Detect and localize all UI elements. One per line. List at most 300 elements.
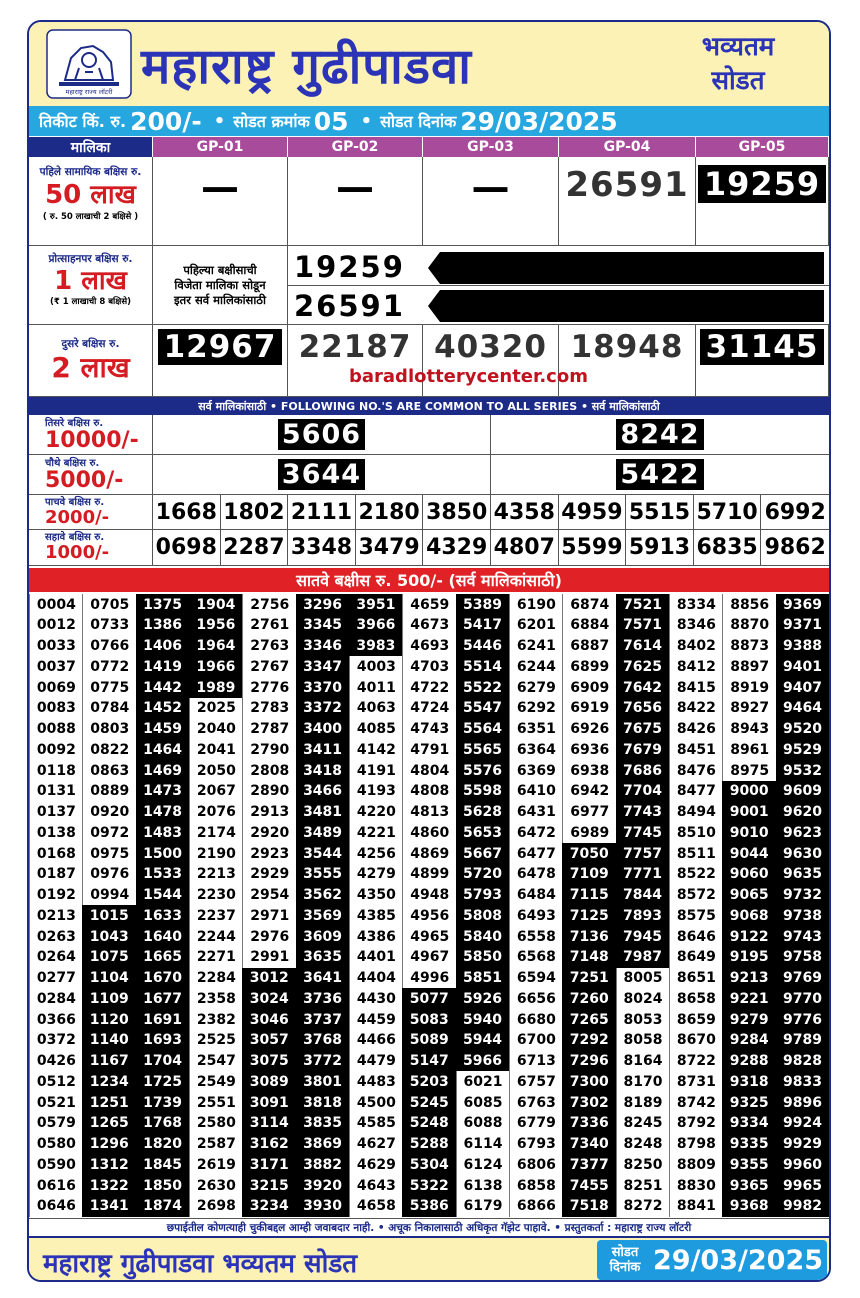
seventh-prize-number: 0972 bbox=[82, 822, 136, 843]
seventh-prize-banner: सातवे बक्षीस रु. 500/- (सर्व मालिकांसाठी) bbox=[29, 568, 829, 592]
seventh-prize-number: 6190 bbox=[509, 594, 563, 615]
seventh-prize-number: 4500 bbox=[349, 1092, 403, 1113]
seventh-prize-number: 7945 bbox=[616, 926, 670, 947]
seventh-prize-number: 6700 bbox=[509, 1030, 563, 1051]
seventh-prize-number: 6866 bbox=[509, 1196, 563, 1217]
seventh-prize-number: 7518 bbox=[562, 1196, 616, 1217]
seventh-prize-number: 3370 bbox=[296, 677, 350, 698]
seventh-prize-number: 0264 bbox=[29, 947, 83, 968]
seventh-prize-number: 6241 bbox=[509, 636, 563, 657]
lottery-result-card bbox=[27, 20, 831, 1282]
seventh-prize-number: 5304 bbox=[402, 1154, 456, 1175]
seventh-prize-number: 1120 bbox=[82, 1009, 136, 1030]
seventh-prize-number: 0131 bbox=[29, 781, 83, 802]
seventh-prize-number: 2174 bbox=[189, 822, 243, 843]
first-prize-gp02-value: — bbox=[336, 165, 374, 209]
seventh-prize-number: 4063 bbox=[349, 698, 403, 719]
sixth-prize-label bbox=[29, 530, 153, 566]
seventh-prize-number: 9789 bbox=[776, 1030, 830, 1051]
second-prize-gp03-value: 40320 bbox=[434, 329, 547, 365]
seventh-prize-number: 1075 bbox=[82, 947, 136, 968]
seventh-prize-number: 4585 bbox=[349, 1113, 403, 1134]
sixth-number: 2287 bbox=[221, 530, 289, 566]
seventh-prize-number: 6926 bbox=[562, 719, 616, 740]
seventh-prize-number: 9623 bbox=[776, 822, 830, 843]
seventh-prize-number: 6656 bbox=[509, 988, 563, 1009]
seventh-prize-number: 4722 bbox=[402, 677, 456, 698]
seventh-prize-number: 6085 bbox=[456, 1092, 510, 1113]
seventh-prize-number: 1768 bbox=[136, 1113, 190, 1134]
seventh-prize-number: 7148 bbox=[562, 947, 616, 968]
seventh-prize-number: 5850 bbox=[456, 947, 510, 968]
seventh-prize-number: 8426 bbox=[669, 719, 723, 740]
seventh-prize-number: 8245 bbox=[616, 1113, 670, 1134]
seventh-prize-number: 8722 bbox=[669, 1051, 723, 1072]
seventh-prize-number: 3736 bbox=[296, 988, 350, 1009]
seventh-prize-number: 9068 bbox=[722, 905, 776, 926]
seventh-prize-number: 1989 bbox=[189, 677, 243, 698]
seventh-prize-number: 8510 bbox=[669, 822, 723, 843]
seventh-prize-number: 6793 bbox=[509, 1134, 563, 1155]
seventh-prize-number: 3562 bbox=[296, 885, 350, 906]
seventh-prize-number: 0863 bbox=[82, 760, 136, 781]
draw-date: 29/03/2025 bbox=[460, 106, 618, 136]
footer-date-label-2: दिनांक bbox=[609, 1260, 641, 1275]
seventh-prize-number: 6292 bbox=[509, 698, 563, 719]
seventh-prize-number: 1739 bbox=[136, 1092, 190, 1113]
seventh-prize-number: 1820 bbox=[136, 1134, 190, 1155]
seventh-prize-number: 2913 bbox=[242, 802, 296, 823]
seventh-prize-number: 1478 bbox=[136, 802, 190, 823]
seventh-prize-number: 7704 bbox=[616, 781, 670, 802]
seventh-prize-number: 7656 bbox=[616, 698, 670, 719]
seventh-prize-number: 6713 bbox=[509, 1051, 563, 1072]
seventh-prize-number: 4142 bbox=[349, 739, 403, 760]
seventh-prize-number: 6477 bbox=[509, 843, 563, 864]
seventh-prize-number: 1167 bbox=[82, 1051, 136, 1072]
seventh-prize-number: 4430 bbox=[349, 988, 403, 1009]
seventh-prize-number: 9738 bbox=[776, 905, 830, 926]
seventh-prize-number: 0033 bbox=[29, 636, 83, 657]
seventh-prize-number: 8670 bbox=[669, 1030, 723, 1051]
seventh-prize-number: 8272 bbox=[616, 1196, 670, 1217]
seventh-prize-number: 7260 bbox=[562, 988, 616, 1009]
seventh-prize-number: 8856 bbox=[722, 594, 776, 615]
seventh-prize-number: 7625 bbox=[616, 656, 670, 677]
seventh-prize-number: 3091 bbox=[242, 1092, 296, 1113]
seventh-prize-number: 6493 bbox=[509, 905, 563, 926]
seventh-prize-number: 9001 bbox=[722, 802, 776, 823]
seventh-prize-number: 8412 bbox=[669, 656, 723, 677]
fifth-prize-label bbox=[29, 495, 153, 530]
seventh-prize-number: 8058 bbox=[616, 1030, 670, 1051]
seventh-prize-number: 1442 bbox=[136, 677, 190, 698]
first-prize-gp05 bbox=[696, 157, 829, 246]
seventh-prize-number: 7571 bbox=[616, 615, 670, 636]
seventh-prize-number: 3012 bbox=[242, 968, 296, 989]
seventh-prize-number: 9769 bbox=[776, 968, 830, 989]
seventh-prize-number: 1874 bbox=[136, 1196, 190, 1217]
sixth-number: 5913 bbox=[626, 530, 694, 566]
fourth-prize-number-1: 3644 bbox=[278, 459, 365, 490]
seventh-prize-number: 2551 bbox=[189, 1092, 243, 1113]
seventh-prize-number: 8494 bbox=[669, 802, 723, 823]
seventh-prize-number: 3296 bbox=[296, 594, 350, 615]
fifth-prize-amount: 2000/- bbox=[45, 507, 110, 528]
seventh-prize-number: 8189 bbox=[616, 1092, 670, 1113]
seventh-prize-number: 8415 bbox=[669, 677, 723, 698]
seventh-prize-number: 3737 bbox=[296, 1009, 350, 1030]
seventh-prize-number: 2787 bbox=[242, 719, 296, 740]
seventh-prize-number: 9532 bbox=[776, 760, 830, 781]
seventh-prize-number: 3046 bbox=[242, 1009, 296, 1030]
seventh-prize-number: 3641 bbox=[296, 968, 350, 989]
seventh-prize-number: 6938 bbox=[562, 760, 616, 781]
seventh-prize-number: 3089 bbox=[242, 1071, 296, 1092]
seventh-prize-number: 6806 bbox=[509, 1154, 563, 1175]
seventh-prize-number: 1464 bbox=[136, 739, 190, 760]
seventh-prize-number: 7686 bbox=[616, 760, 670, 781]
seventh-prize-number: 0284 bbox=[29, 988, 83, 1009]
seventh-prize-number: 6568 bbox=[509, 947, 563, 968]
fourth-prize-left bbox=[153, 455, 491, 495]
seventh-prize-number: 5598 bbox=[456, 781, 510, 802]
seventh-prize-number: 3930 bbox=[296, 1196, 350, 1217]
fourth-prize-label bbox=[29, 455, 153, 495]
seventh-prize-number: 2763 bbox=[242, 636, 296, 657]
seventh-prize-number: 8742 bbox=[669, 1092, 723, 1113]
seventh-prize-number: 2230 bbox=[189, 885, 243, 906]
first-prize-gp04 bbox=[559, 157, 696, 246]
seventh-prize-number: 4899 bbox=[402, 864, 456, 885]
seventh-prize-number: 6874 bbox=[562, 594, 616, 615]
third-prize-right bbox=[491, 415, 829, 455]
seventh-prize-number: 4350 bbox=[349, 885, 403, 906]
seventh-prize-number: 3114 bbox=[242, 1113, 296, 1134]
consolation-divider bbox=[288, 285, 829, 286]
seventh-prize-number: 2808 bbox=[242, 760, 296, 781]
seventh-prize-number: 6779 bbox=[509, 1113, 563, 1134]
seventh-prize-number: 2580 bbox=[189, 1113, 243, 1134]
seventh-prize-number: 1296 bbox=[82, 1134, 136, 1155]
footer-date-label-1: सोडत bbox=[611, 1245, 639, 1260]
seventh-prize-number: 1406 bbox=[136, 636, 190, 657]
seventh-prize-number: 8651 bbox=[669, 968, 723, 989]
seventh-prize-number: 2976 bbox=[242, 926, 296, 947]
seventh-prize-number: 4085 bbox=[349, 719, 403, 740]
seventh-prize-number: 2920 bbox=[242, 822, 296, 843]
seventh-prize-number: 3544 bbox=[296, 843, 350, 864]
seventh-prize-number: 4404 bbox=[349, 968, 403, 989]
seventh-prize-number: 7125 bbox=[562, 905, 616, 926]
seventh-prize-number: 0579 bbox=[29, 1113, 83, 1134]
seventh-prize-number: 0803 bbox=[82, 719, 136, 740]
seventh-prize-number: 7251 bbox=[562, 968, 616, 989]
seventh-prize-number: 1341 bbox=[82, 1196, 136, 1217]
seventh-prize-number: 8919 bbox=[722, 677, 776, 698]
seventh-prize-number: 9335 bbox=[722, 1134, 776, 1155]
seventh-prize-number: 3171 bbox=[242, 1154, 296, 1175]
seventh-prize-number: 1665 bbox=[136, 947, 190, 968]
draw-number: 05 bbox=[313, 106, 349, 136]
seventh-prize-number: 6410 bbox=[509, 781, 563, 802]
seventh-prize-number: 0187 bbox=[29, 864, 83, 885]
seventh-prize-number: 2284 bbox=[189, 968, 243, 989]
second-prize-label bbox=[29, 325, 153, 397]
seventh-prize-number: 0646 bbox=[29, 1196, 83, 1217]
seventh-prize-number: 6757 bbox=[509, 1071, 563, 1092]
seventh-prize-number: 6909 bbox=[562, 677, 616, 698]
seventh-prize-number: 4191 bbox=[349, 760, 403, 781]
seventh-prize-number: 9630 bbox=[776, 843, 830, 864]
seventh-prize-number: 0092 bbox=[29, 739, 83, 760]
fifth-number: 4358 bbox=[491, 495, 559, 530]
seventh-prize-number: 9758 bbox=[776, 947, 830, 968]
seventh-prize-number: 9520 bbox=[776, 719, 830, 740]
fifth-number: 5515 bbox=[626, 495, 694, 530]
seventh-prize-number: 7675 bbox=[616, 719, 670, 740]
first-prize-note: ( रु. 50 लाखाची 2 बक्षिसे ) bbox=[42, 212, 139, 222]
seventh-prize-number: 9833 bbox=[776, 1071, 830, 1092]
seventh-prize-number: 6369 bbox=[509, 760, 563, 781]
seventh-prize-number: 8873 bbox=[722, 636, 776, 657]
seventh-prize-number: 4673 bbox=[402, 615, 456, 636]
consolation-description bbox=[153, 246, 288, 325]
seventh-prize-number: 7521 bbox=[616, 594, 670, 615]
seventh-prize-number: 4627 bbox=[349, 1134, 403, 1155]
third-prize-number-1: 5606 bbox=[278, 419, 365, 450]
seventh-prize-number: 9407 bbox=[776, 677, 830, 698]
fifth-number: 1802 bbox=[221, 495, 289, 530]
seventh-prize-number: 6138 bbox=[456, 1175, 510, 1196]
seventh-prize-number: 6201 bbox=[509, 615, 563, 636]
seventh-prize-number: 1483 bbox=[136, 822, 190, 843]
seventh-prize-number: 9065 bbox=[722, 885, 776, 906]
seventh-prize-number: 1473 bbox=[136, 781, 190, 802]
seventh-prize-number: 3635 bbox=[296, 947, 350, 968]
seventh-prize-number: 2547 bbox=[189, 1051, 243, 1072]
seventh-prize-number: 4808 bbox=[402, 781, 456, 802]
seventh-prize-number: 4385 bbox=[349, 905, 403, 926]
seventh-prize-number: 0975 bbox=[82, 843, 136, 864]
seventh-prize-number: 7377 bbox=[562, 1154, 616, 1175]
seventh-prize-number: 1544 bbox=[136, 885, 190, 906]
seventh-prize-number: 1850 bbox=[136, 1175, 190, 1196]
seventh-prize-number: 4948 bbox=[402, 885, 456, 906]
seventh-prize-number: 1670 bbox=[136, 968, 190, 989]
seventh-prize-number: 9213 bbox=[722, 968, 776, 989]
seventh-prize-number: 8477 bbox=[669, 781, 723, 802]
sixth-number: 4329 bbox=[423, 530, 491, 566]
seventh-prize-number: 2971 bbox=[242, 905, 296, 926]
seventh-prize-number: 5322 bbox=[402, 1175, 456, 1196]
seventh-prize-number: 2271 bbox=[189, 947, 243, 968]
seventh-prize-number: 5966 bbox=[456, 1051, 510, 1072]
seventh-prize-number: 3966 bbox=[349, 615, 403, 636]
seventh-prize-number: 8170 bbox=[616, 1071, 670, 1092]
seventh-prize-number: 2382 bbox=[189, 1009, 243, 1030]
seventh-prize-number: 8646 bbox=[669, 926, 723, 947]
seventh-prize-number: 8522 bbox=[669, 864, 723, 885]
seventh-prize-number: 8897 bbox=[722, 656, 776, 677]
seventh-prize-number: 1265 bbox=[82, 1113, 136, 1134]
seventh-prize-number: 9388 bbox=[776, 636, 830, 657]
seventh-prize-number: 0580 bbox=[29, 1134, 83, 1155]
series-header-gp03: GP-03 bbox=[423, 137, 559, 157]
seventh-prize-number: 3347 bbox=[296, 656, 350, 677]
seventh-prize-number: 9318 bbox=[722, 1071, 776, 1092]
seventh-prize-number: 3983 bbox=[349, 636, 403, 657]
seventh-prize-number: 1043 bbox=[82, 926, 136, 947]
seventh-prize-number: 6936 bbox=[562, 739, 616, 760]
seventh-prize-number: 9371 bbox=[776, 615, 830, 636]
seventh-prize-number: 4956 bbox=[402, 905, 456, 926]
website-watermark: baradlotterycenter.com bbox=[349, 366, 588, 387]
second-prize-gp01-value: 12967 bbox=[158, 329, 283, 365]
seventh-prize-number: 4659 bbox=[402, 594, 456, 615]
seventh-prize-number: 0784 bbox=[82, 698, 136, 719]
seventh-prize-number: 7771 bbox=[616, 864, 670, 885]
series-header-gp05: GP-05 bbox=[696, 137, 829, 157]
seventh-prize-number: 5720 bbox=[456, 864, 510, 885]
fifth-prize-title: पाचवे बक्षिस रु. bbox=[45, 497, 105, 508]
seventh-prize-number: 1533 bbox=[136, 864, 190, 885]
seventh-prize-number: 8927 bbox=[722, 698, 776, 719]
second-prize-title: दुसरे बक्षिस रु. bbox=[61, 338, 120, 350]
seventh-prize-number: 3555 bbox=[296, 864, 350, 885]
fifth-number: 3850 bbox=[423, 495, 491, 530]
seventh-prize-number: 9609 bbox=[776, 781, 830, 802]
seventh-prize-number: 7136 bbox=[562, 926, 616, 947]
ticket-price: 200/- bbox=[130, 106, 202, 136]
seventh-prize-number: 0088 bbox=[29, 719, 83, 740]
consolation-title: प्रोत्साहनपर बक्षिस रु. bbox=[48, 253, 133, 265]
seventh-prize-number: 1964 bbox=[189, 636, 243, 657]
seventh-prize-number: 2761 bbox=[242, 615, 296, 636]
seventh-prize-number: 8731 bbox=[669, 1071, 723, 1092]
fourth-prize-right bbox=[491, 455, 829, 495]
seventh-prize-number: 4643 bbox=[349, 1175, 403, 1196]
third-prize-title: तिसरे बक्षिस रु. bbox=[45, 418, 104, 429]
seventh-prize-number: 6558 bbox=[509, 926, 563, 947]
seventh-prize-number: 9122 bbox=[722, 926, 776, 947]
seventh-prize-number: 8511 bbox=[669, 843, 723, 864]
seventh-prize-number: 7300 bbox=[562, 1071, 616, 1092]
seventh-prize-number: 2619 bbox=[189, 1154, 243, 1175]
seventh-prize-number: 5417 bbox=[456, 615, 510, 636]
seventh-prize-number: 2790 bbox=[242, 739, 296, 760]
footer-date-box bbox=[597, 1240, 827, 1280]
fourth-prize-amount: 5000/- bbox=[45, 468, 124, 493]
seventh-prize-number: 1452 bbox=[136, 698, 190, 719]
seventh-prize-number: 1633 bbox=[136, 905, 190, 926]
seventh-prize-number: 0822 bbox=[82, 739, 136, 760]
draw-date-label: सोडत दिनांक bbox=[380, 112, 457, 131]
seventh-prize-number: 8251 bbox=[616, 1175, 670, 1196]
seventh-prize-number: 0137 bbox=[29, 802, 83, 823]
seventh-prize-number: 1725 bbox=[136, 1071, 190, 1092]
seventh-prize-number: 4967 bbox=[402, 947, 456, 968]
seventh-prize-number: 0004 bbox=[29, 594, 83, 615]
seventh-prize-number: 3772 bbox=[296, 1051, 350, 1072]
seventh-prize-number: 6124 bbox=[456, 1154, 510, 1175]
sixth-number: 3348 bbox=[288, 530, 356, 566]
seventh-prize-number: 3215 bbox=[242, 1175, 296, 1196]
seventh-prize-number: 0733 bbox=[82, 615, 136, 636]
seventh-prize-number: 1459 bbox=[136, 719, 190, 740]
header bbox=[29, 22, 829, 106]
separator-dot: • bbox=[213, 110, 226, 132]
seventh-prize-number: 1375 bbox=[136, 594, 190, 615]
seventh-prize-number: 8943 bbox=[722, 719, 776, 740]
seventh-prize-number: 6899 bbox=[562, 656, 616, 677]
seventh-prize-number: 6472 bbox=[509, 822, 563, 843]
first-prize-gp03-value: — bbox=[471, 165, 510, 209]
seventh-prize-number: 4703 bbox=[402, 656, 456, 677]
seventh-prize-number: 8792 bbox=[669, 1113, 723, 1134]
seventh-prize-number: 0138 bbox=[29, 822, 83, 843]
seventh-prize-number: 9620 bbox=[776, 802, 830, 823]
seventh-prize-number: 3481 bbox=[296, 802, 350, 823]
seventh-prize-number: 2698 bbox=[189, 1196, 243, 1217]
seventh-prize-number: 2244 bbox=[189, 926, 243, 947]
seventh-prize-number: 8870 bbox=[722, 615, 776, 636]
seventh-prize-number: 8346 bbox=[669, 615, 723, 636]
seventh-prize-number: 7336 bbox=[562, 1113, 616, 1134]
seventh-prize-number: 7893 bbox=[616, 905, 670, 926]
seventh-prize-number: 0118 bbox=[29, 760, 83, 781]
seventh-prize-number: 9325 bbox=[722, 1092, 776, 1113]
state-emblem-logo bbox=[45, 28, 133, 100]
seventh-prize-number: 0263 bbox=[29, 926, 83, 947]
seventh-prize-number: 0037 bbox=[29, 656, 83, 677]
seventh-prize-number: 3345 bbox=[296, 615, 350, 636]
seventh-prize-number: 6680 bbox=[509, 1009, 563, 1030]
seventh-prize-number: 1677 bbox=[136, 988, 190, 1009]
first-prize-gp04-value: 26591 bbox=[565, 165, 689, 205]
seventh-prize-number: 8658 bbox=[669, 988, 723, 1009]
seventh-prize-number: 5564 bbox=[456, 719, 510, 740]
seventh-prize-number: 3609 bbox=[296, 926, 350, 947]
seventh-prize-number: 2630 bbox=[189, 1175, 243, 1196]
ticket-info-row bbox=[29, 106, 829, 136]
seventh-prize-number: 4401 bbox=[349, 947, 403, 968]
seventh-prize-number: 7757 bbox=[616, 843, 670, 864]
seventh-prize-number: 3801 bbox=[296, 1071, 350, 1092]
title-subtitle bbox=[653, 30, 823, 98]
series-header-label: मालिका bbox=[29, 137, 153, 157]
seventh-prize-number: 9000 bbox=[722, 781, 776, 802]
seventh-prize-number: 2040 bbox=[189, 719, 243, 740]
consolation-numbers bbox=[288, 246, 829, 325]
second-prize-gp02-value: 22187 bbox=[298, 329, 412, 365]
seventh-prize-number: 2525 bbox=[189, 1030, 243, 1051]
seventh-prize-number: 5547 bbox=[456, 698, 510, 719]
seventh-prize-number: 9288 bbox=[722, 1051, 776, 1072]
seventh-prize-number: 8476 bbox=[669, 760, 723, 781]
seventh-prize-number: 1015 bbox=[82, 905, 136, 926]
seventh-prize-number: 5446 bbox=[456, 636, 510, 657]
seventh-prize-number: 6364 bbox=[509, 739, 563, 760]
seventh-prize-number: 7745 bbox=[616, 822, 670, 843]
seventh-prize-number: 4221 bbox=[349, 822, 403, 843]
seventh-prize-number: 4193 bbox=[349, 781, 403, 802]
seventh-prize-number: 3372 bbox=[296, 698, 350, 719]
seventh-prize-number: 1386 bbox=[136, 615, 190, 636]
sixth-number: 0698 bbox=[153, 530, 221, 566]
sixth-number: 3479 bbox=[356, 530, 424, 566]
seventh-prize-number: 2358 bbox=[189, 988, 243, 1009]
